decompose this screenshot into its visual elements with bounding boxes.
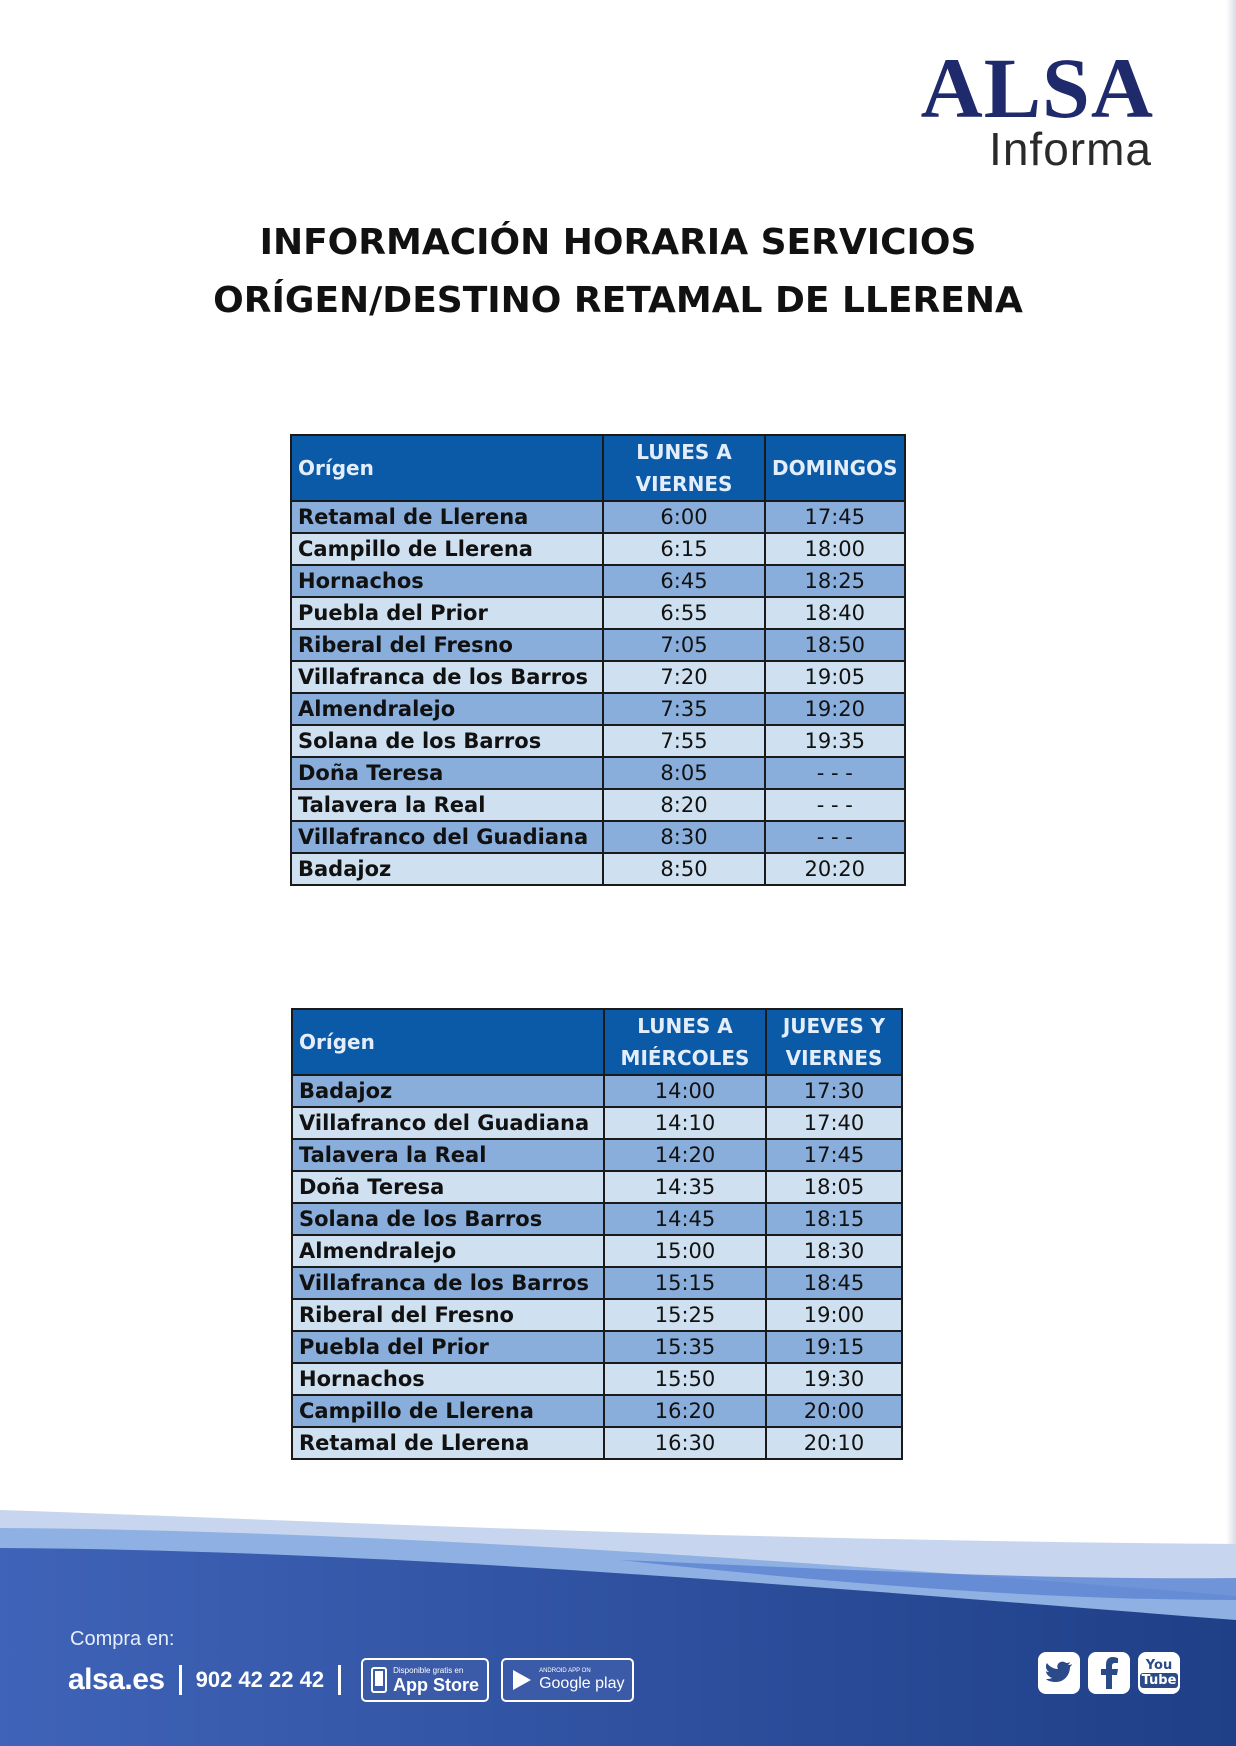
departure-time-cell: 16:20 xyxy=(604,1395,766,1427)
footer-banner xyxy=(0,1500,1236,1746)
table-row xyxy=(291,565,905,597)
table-row xyxy=(292,1203,902,1235)
app-store-label: App Store xyxy=(393,1674,480,1695)
youtube-bottom-text: Tube xyxy=(1141,1673,1177,1688)
departure-time-cell: 20:00 xyxy=(766,1395,902,1427)
departure-time-cell: 7:35 xyxy=(603,693,765,725)
departure-time-cell: 8:20 xyxy=(603,789,765,821)
table-row xyxy=(292,1171,902,1203)
table-row xyxy=(291,757,905,789)
google-play-label: Google play xyxy=(539,1675,625,1692)
title-line-2: ORÍGEN/DESTINO RETAMAL DE LLERENA xyxy=(213,280,1023,321)
departure-time-cell: 19:35 xyxy=(765,725,905,757)
departure-time-cell: 16:30 xyxy=(604,1427,766,1459)
departure-time-cell: 18:05 xyxy=(766,1171,902,1203)
departure-time-cell: 17:45 xyxy=(765,501,905,533)
header-thu-fri: JUEVES Y VIERNES xyxy=(766,1009,902,1075)
departure-time-cell: 8:05 xyxy=(603,757,765,789)
departure-time-cell: 6:55 xyxy=(603,597,765,629)
stop-name-cell: Villafranca de los Barros xyxy=(291,661,603,693)
table-header-row xyxy=(292,1009,902,1075)
departure-time-cell: 8:50 xyxy=(603,853,765,885)
table-row xyxy=(292,1363,902,1395)
google-play-small-text: ANDROID APP ON xyxy=(539,1668,591,1674)
stop-name-cell: Hornachos xyxy=(291,565,603,597)
stop-name-cell: Talavera la Real xyxy=(292,1139,604,1171)
alsa-logo xyxy=(840,40,1160,175)
stop-name-cell: Campillo de Llerena xyxy=(291,533,603,565)
table-row xyxy=(291,597,905,629)
table-body xyxy=(292,1075,902,1459)
table-row xyxy=(291,853,905,885)
departure-time-cell: 18:45 xyxy=(766,1267,902,1299)
phone-number[interactable]: 902 42 22 42 xyxy=(195,1667,325,1692)
stop-name-cell: Puebla del Prior xyxy=(291,597,603,629)
departure-time-cell: 20:10 xyxy=(766,1427,902,1459)
stop-name-cell: Campillo de Llerena xyxy=(292,1395,604,1427)
youtube-top-text: You xyxy=(1145,1658,1173,1673)
table-row xyxy=(292,1235,902,1267)
table-row xyxy=(292,1267,902,1299)
stop-name-cell: Solana de los Barros xyxy=(291,725,603,757)
header-weekdays: LUNES A VIERNES xyxy=(603,435,765,501)
departure-time-cell: 6:45 xyxy=(603,565,765,597)
departure-time-cell: 18:00 xyxy=(765,533,905,565)
departure-time-cell: - - - xyxy=(765,757,905,789)
table-row xyxy=(292,1331,902,1363)
departure-time-cell: 19:05 xyxy=(765,661,905,693)
departure-time-cell: 15:35 xyxy=(604,1331,766,1363)
departure-time-cell: 18:30 xyxy=(766,1235,902,1267)
departure-time-cell: 7:05 xyxy=(603,629,765,661)
stop-name-cell: Riberal del Fresno xyxy=(291,629,603,661)
youtube-icon[interactable] xyxy=(1138,1652,1180,1694)
departure-time-cell: 19:00 xyxy=(766,1299,902,1331)
buy-label: Compra en: xyxy=(70,1628,175,1650)
departure-time-cell: 18:25 xyxy=(765,565,905,597)
departure-time-cell: 17:45 xyxy=(766,1139,902,1171)
table-row xyxy=(292,1299,902,1331)
departure-time-cell: 14:20 xyxy=(604,1139,766,1171)
return-schedule-table xyxy=(291,1008,903,1460)
departure-time-cell: 15:15 xyxy=(604,1267,766,1299)
table-row xyxy=(291,821,905,853)
departure-time-cell: 6:00 xyxy=(603,501,765,533)
play-icon xyxy=(511,1668,533,1692)
table-row xyxy=(292,1107,902,1139)
table-row xyxy=(292,1427,902,1459)
departure-time-cell: 8:30 xyxy=(603,821,765,853)
facebook-icon[interactable] xyxy=(1088,1652,1130,1694)
stop-name-cell: Badajoz xyxy=(292,1075,604,1107)
departure-time-cell: 14:35 xyxy=(604,1171,766,1203)
stop-name-cell: Villafranco del Guadiana xyxy=(291,821,603,853)
departure-time-cell: 20:20 xyxy=(765,853,905,885)
table-row xyxy=(292,1075,902,1107)
departure-time-cell: - - - xyxy=(765,821,905,853)
table-row xyxy=(291,661,905,693)
stop-name-cell: Almendralejo xyxy=(292,1235,604,1267)
social-links xyxy=(1038,1652,1188,1694)
stop-name-cell: Retamal de Llerena xyxy=(292,1427,604,1459)
departure-time-cell: 7:55 xyxy=(603,725,765,757)
stop-name-cell: Puebla del Prior xyxy=(292,1331,604,1363)
table-row xyxy=(292,1139,902,1171)
stop-name-cell: Villafranca de los Barros xyxy=(292,1267,604,1299)
header-mon-wed: LUNES A MIÉRCOLES xyxy=(604,1009,766,1075)
departure-time-cell: - - - xyxy=(765,789,905,821)
departure-time-cell: 19:15 xyxy=(766,1331,902,1363)
table-row xyxy=(291,725,905,757)
page-title xyxy=(0,214,1236,330)
outbound-schedule-table xyxy=(290,434,906,886)
stop-name-cell: Almendralejo xyxy=(291,693,603,725)
stop-name-cell: Solana de los Barros xyxy=(292,1203,604,1235)
stop-name-cell: Doña Teresa xyxy=(292,1171,604,1203)
phone-icon xyxy=(371,1667,387,1693)
table-row xyxy=(291,629,905,661)
divider xyxy=(338,1665,341,1695)
departure-time-cell: 18:15 xyxy=(766,1203,902,1235)
departure-time-cell: 14:00 xyxy=(604,1075,766,1107)
departure-time-cell: 18:50 xyxy=(765,629,905,661)
table-header-row xyxy=(291,435,905,501)
departure-time-cell: 6:15 xyxy=(603,533,765,565)
app-store-badge[interactable] xyxy=(361,1658,489,1702)
departure-time-cell: 17:40 xyxy=(766,1107,902,1139)
table-body xyxy=(291,501,905,885)
app-store-small-text: Disponible gratis en xyxy=(393,1665,464,1675)
stop-name-cell: Riberal del Fresno xyxy=(292,1299,604,1331)
departure-time-cell: 14:45 xyxy=(604,1203,766,1235)
table-row xyxy=(291,533,905,565)
title-line-1: INFORMACIÓN HORARIA SERVICIOS xyxy=(259,222,977,263)
table-row xyxy=(291,789,905,821)
departure-time-cell: 15:25 xyxy=(604,1299,766,1331)
header-sundays: DOMINGOS xyxy=(765,435,905,501)
departure-time-cell: 18:40 xyxy=(765,597,905,629)
stop-name-cell: Hornachos xyxy=(292,1363,604,1395)
departure-time-cell: 19:20 xyxy=(765,693,905,725)
footer-wave-graphic xyxy=(0,1500,1236,1746)
departure-time-cell: 17:30 xyxy=(766,1075,902,1107)
header-origin: Orígen xyxy=(291,435,603,501)
twitter-icon[interactable] xyxy=(1038,1652,1080,1694)
stop-name-cell: Talavera la Real xyxy=(291,789,603,821)
divider xyxy=(179,1665,182,1695)
stop-name-cell: Doña Teresa xyxy=(291,757,603,789)
table-row xyxy=(292,1395,902,1427)
header-origin: Orígen xyxy=(292,1009,604,1075)
google-play-badge[interactable] xyxy=(501,1658,634,1702)
stop-name-cell: Villafranco del Guadiana xyxy=(292,1107,604,1139)
logo-brand: ALSA xyxy=(920,40,1154,136)
contact-row xyxy=(68,1658,634,1702)
departure-time-cell: 15:00 xyxy=(604,1235,766,1267)
table-row xyxy=(291,693,905,725)
departure-time-cell: 7:20 xyxy=(603,661,765,693)
website-link[interactable]: alsa.es xyxy=(68,1663,165,1696)
departure-time-cell: 15:50 xyxy=(604,1363,766,1395)
table-row xyxy=(291,501,905,533)
departure-time-cell: 19:30 xyxy=(766,1363,902,1395)
stop-name-cell: Badajoz xyxy=(291,853,603,885)
logo-subtitle: Informa xyxy=(989,123,1152,175)
stop-name-cell: Retamal de Llerena xyxy=(291,501,603,533)
departure-time-cell: 14:10 xyxy=(604,1107,766,1139)
